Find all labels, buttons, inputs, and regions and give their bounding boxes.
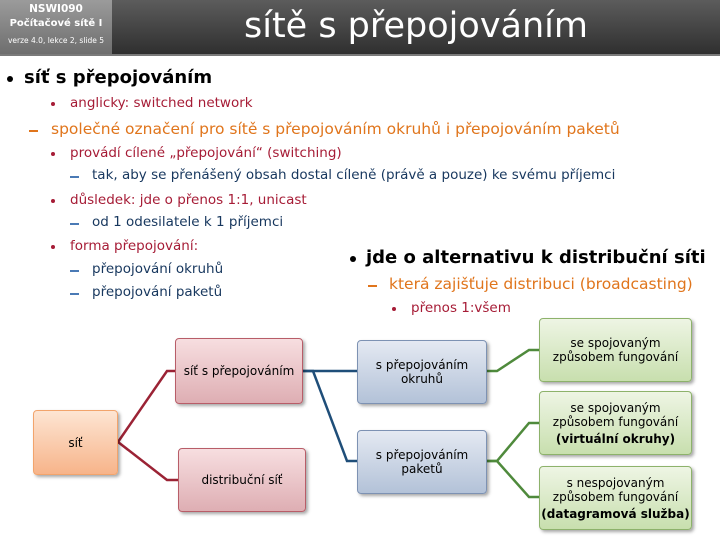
connector-sit-to-distribucni (118, 442, 178, 480)
box-spojovany-2-note: (virtuální okruhy) (555, 431, 676, 446)
bullet-level4: tak, aby se přenášený obsah dostal cíleně (právě a pouze) ke svému příjemci (92, 167, 616, 183)
connector-paketu-to-spoj2 (487, 423, 539, 461)
course-code: NSWI090 (29, 3, 83, 15)
course-version: verze 4.0, lekce 2, slide 5 (7, 36, 105, 45)
box-sit-s-prepojovanim-label: síť s přepojováním (183, 364, 295, 378)
box-spojovany-1 (539, 318, 692, 382)
box-spojovany-2-label: se spojovaným způsobem fungování (552, 400, 679, 429)
bullet-level3: přenos 1:všem (411, 300, 511, 316)
slide-title: sítě s přepojováním (243, 6, 588, 46)
box-sit-label: síť (68, 435, 83, 450)
bullet-level4: přepojování paketů (92, 284, 223, 300)
box-sit (33, 410, 118, 475)
box-distribucni-sit-label: distribuční síť (201, 473, 283, 487)
bullet-level4: přepojování okruhů (92, 261, 224, 277)
box-prepojovanim-paketu (357, 430, 487, 494)
bullet-level1: síť s přepojováním (24, 67, 213, 88)
connector-paketu-to-nespoj (487, 461, 539, 497)
connector-sit-to-prepojovanim (118, 371, 175, 442)
box-prepojovanim-paketu-label: s přepojováním paketů (375, 448, 469, 476)
box-nespojovany-label: s nespojovaným způsobem fungování (552, 475, 679, 504)
bullet-level2: která zajišťuje distribuci (broadcasting) (389, 275, 693, 293)
box-prepojovanim-okruhu (357, 340, 487, 404)
bullet-level3: anglicky: switched network (70, 95, 253, 111)
bullet-level4: od 1 odesilatele k 1 příjemci (92, 214, 284, 230)
connector-okruhu-to-spoj1 (487, 350, 539, 371)
box-nespojovany-note: (datagramová služba) (541, 506, 690, 521)
bullet-level1: jde o alternativu k distribuční síti (366, 247, 706, 268)
bullet-level2: společné označení pro sítě s přepojováním okruhů i přepojováním paketů (51, 120, 620, 138)
box-nespojovany (539, 466, 692, 530)
connector-to-paketu (303, 371, 357, 461)
box-spojovany-1-label: se spojovaným způsobem fungování (552, 336, 679, 364)
box-spojovany-2 (539, 391, 692, 455)
box-distribucni-sit (178, 448, 306, 512)
bullet-level3: provádí cílené „přepojování“ (switching) (70, 145, 342, 161)
box-prepojovanim-okruhu-label: s přepojováním okruhů (375, 358, 469, 386)
bullet-level3: forma přepojování: (70, 238, 199, 254)
box-sit-s-prepojovanim (175, 338, 303, 404)
course-name: Počítačové sítě I (9, 18, 103, 29)
bullet-level3: důsledek: jde o přenos 1:1, unicast (70, 192, 307, 208)
